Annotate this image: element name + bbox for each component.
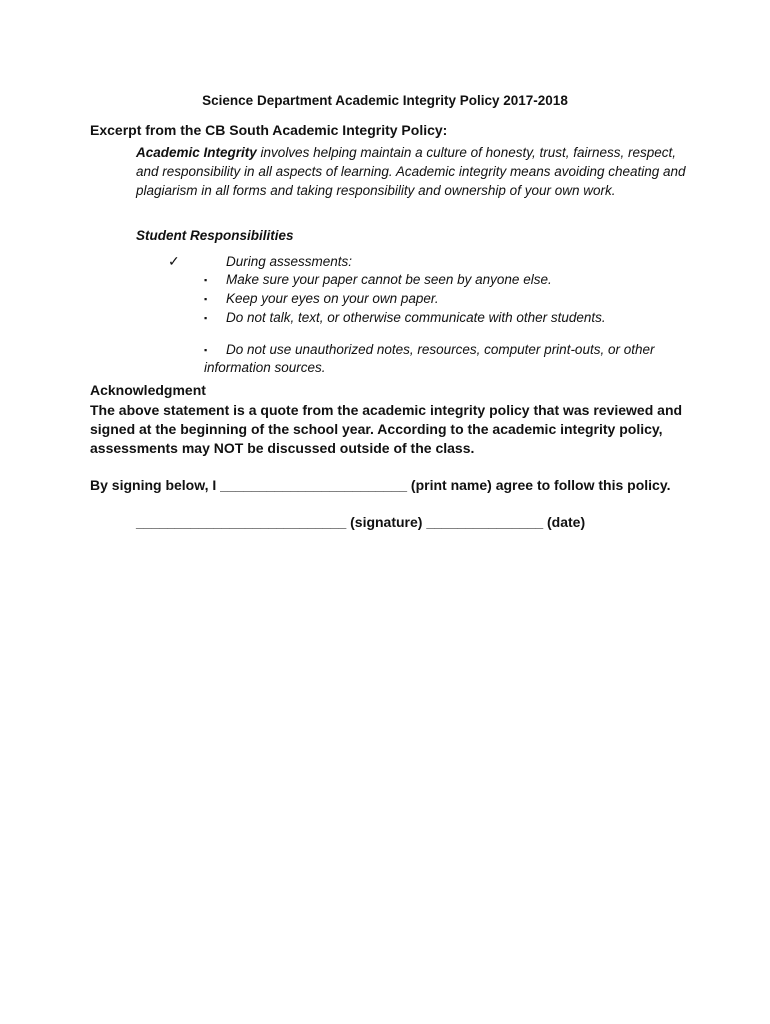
acknowledgment-heading: Acknowledgment — [90, 382, 206, 398]
definition-term: Academic Integrity — [136, 145, 257, 160]
checkmark-icon: ✓ — [168, 253, 180, 269]
bullet-icon: ▪ — [204, 294, 208, 304]
definition-paragraph — [136, 143, 696, 200]
bullet-item: Make sure your paper cannot be seen by anyone else. — [226, 272, 552, 287]
bullet-icon: ▪ — [204, 275, 208, 285]
bullet-item: Do not talk, text, or otherwise communicate with other students. — [226, 310, 606, 325]
acknowledgment-text: The above statement is a quote from the academic integrity policy that was reviewed and signed at the beginning of the school year. According to the academic integrity policy, assessments may NOT be discussed outside of the class. — [90, 402, 683, 456]
bullet-icon: ▪ — [204, 345, 208, 355]
bullet-item: Do not use unauthorized notes, resources, computer print-outs, or other — [226, 342, 655, 357]
excerpt-heading: Excerpt from the CB South Academic Integrity Policy: — [90, 122, 448, 138]
bullet-item-continuation: information sources. — [204, 360, 326, 375]
print-name-statement: By signing below, I ________________________ (print name) agree to follow this policy. — [90, 477, 671, 493]
responsibilities-heading: Student Responsibilities — [136, 228, 294, 243]
definition-text: involves helping maintain a culture of honesty, trust, fairness, respect, and responsibility in all aspects of learning. Academic integrity means avoiding cheating and plagiarism in all forms and taking responsibility and ownership of your own work. — [136, 145, 686, 198]
document-title: Science Department Academic Integrity Policy 2017-2018 — [202, 93, 568, 108]
bullet-icon: ▪ — [204, 313, 208, 323]
bullet-item: Keep your eyes on your own paper. — [226, 291, 439, 306]
during-assessments-label: During assessments: — [226, 254, 353, 269]
signature-date-line: ___________________________ (signature) _______________ (date) — [136, 514, 586, 530]
